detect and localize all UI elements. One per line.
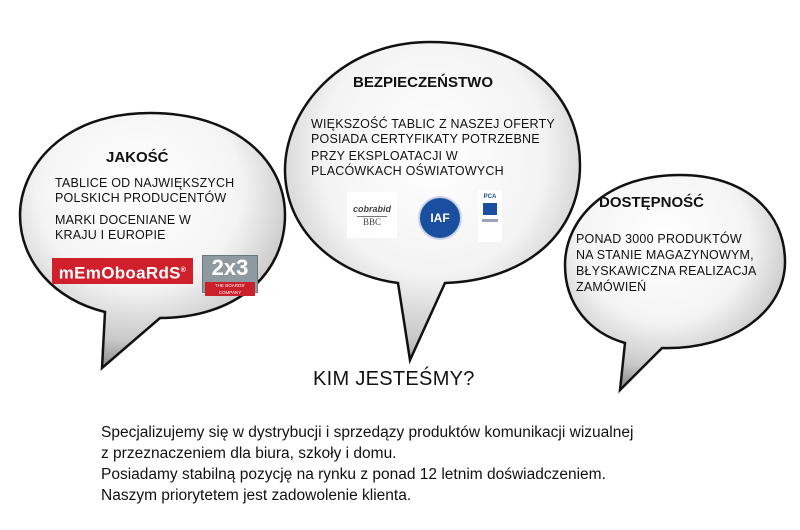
cobrabid-logo-text: cobrabid: [352, 204, 391, 214]
pca-logo-mark: [483, 203, 497, 215]
cobrabid-logo-subtitle: BBC: [357, 216, 387, 227]
iaf-logo-text: IAF: [430, 211, 450, 225]
availability-text-line-4: ZAMÓWIEŃ: [576, 280, 647, 294]
quality-title: JAKOŚĆ: [106, 149, 169, 166]
twox3-logo-text: 2x3: [211, 255, 249, 280]
twox3-logo: [202, 255, 258, 293]
pca-logo-text: PCA: [483, 194, 497, 200]
memoboards-logo: mEmOboaRdS®: [52, 258, 193, 284]
pca-certificate-logo: [478, 190, 502, 242]
quality-text-line-1: TABLICE OD NAJWIĘKSZYCH: [55, 176, 235, 190]
cobrabid-certificate-logo: [347, 192, 397, 238]
safety-title: BEZPIECZEŃSTWO: [353, 74, 494, 91]
about-paragraph: [101, 422, 761, 506]
quality-text-line-3: MARKI DOCENIANE W: [55, 213, 192, 227]
quality-text-line-2: POLSKICH PRODUCENTÓW: [55, 191, 227, 205]
about-line-1: Specjalizujemy się w dystrybucji i sprzedązy produktów komunikacji wizualnej: [101, 424, 634, 441]
safety-text-line-2: POSIADA CERTYFIKATY POTRZEBNE: [311, 132, 540, 146]
pca-logo-stripe: [482, 219, 498, 222]
availability-title: DOSTĘPNOŚĆ: [599, 194, 705, 211]
safety-text-line-3: PRZY EKSPLOATACJI W: [311, 149, 458, 163]
safety-text-line-4: PLACÓWKACH OŚWIATOWYCH: [311, 164, 504, 178]
twox3-logo-subtitle: THE BOARDS' COMPANY: [205, 282, 255, 296]
iaf-certificate-logo: [418, 196, 462, 240]
about-line-3: Posiadamy stabilną pozycję na rynku z ponad 12 letnim doświadczeniem.: [101, 466, 606, 483]
availability-text-line-3: BŁYSKAWICZNA REALIZACJA: [576, 264, 757, 278]
availability-text-line-2: NA STANIE MAGAZYNOWYM,: [576, 248, 754, 262]
memoboards-logo-text: mEmOboaRdS: [58, 263, 181, 283]
section-heading: KIM JESTEŚMY?: [313, 368, 475, 390]
availability-text-line-1: PONAD 3000 PRODUKTÓW: [576, 232, 742, 246]
about-line-2: z przeznaczeniem dla biura, szkoły i domu.: [101, 445, 397, 462]
safety-text-line-1: WIĘKSZOŚĆ TABLIC Z NASZEJ OFERTY: [311, 117, 555, 131]
quality-text-line-4: KRAJU I EUROPIE: [55, 228, 166, 242]
about-line-4: Naszym priorytetem jest zadowolenie klienta.: [101, 487, 412, 504]
